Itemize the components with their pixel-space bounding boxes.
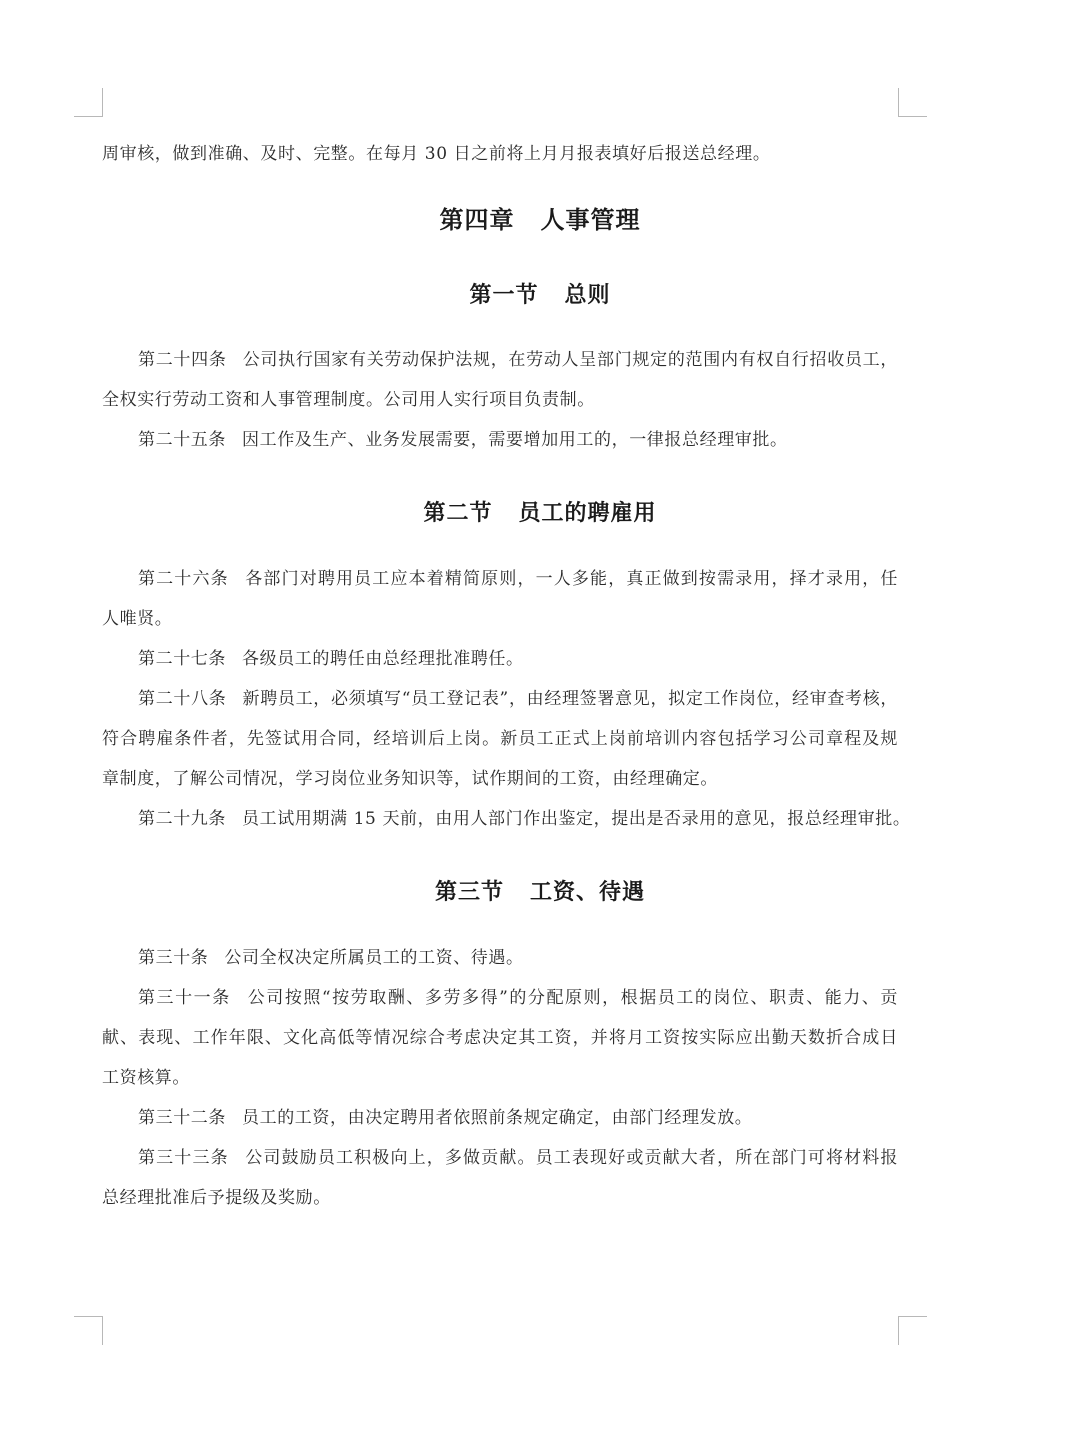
article-first-line: [138, 648, 898, 670]
section-number: 第二节: [423, 501, 493, 526]
article-label: 第二十四条: [138, 350, 227, 370]
article-first-line: [138, 568, 898, 590]
article-text: 公司全权决定所属员工的工资、待遇。: [224, 948, 524, 968]
article-label: 第二十六条: [138, 569, 229, 589]
section-heading: [0, 875, 1080, 906]
crop-mark-top-left: [74, 88, 103, 117]
chapter-heading: [0, 200, 1080, 235]
article-text: 公司执行国家有关劳动保护法规，在劳动人呈部门规定的范围内有权自行招收员工，: [242, 350, 899, 370]
article-first-line: [138, 349, 898, 371]
section-title: 总则: [564, 283, 611, 308]
article-first-line: [138, 947, 898, 969]
article-label: 第二十五条: [138, 430, 226, 450]
article-text: 员工的工资，由决定聘用者依照前条规定确定，由部门经理发放。: [242, 1108, 753, 1128]
article-text: 新聘员工，必须填写“员工登记表”，由经理签署意见，拟定工作岗位，经审查考核，: [242, 689, 899, 709]
chapter-number: 第四章: [439, 206, 515, 234]
section-heading: [0, 496, 1080, 527]
article-continuation: 符合聘雇条件者，先签试用合同，经培训后上岗。新员工正式上岗前培训内容包括学习公司章程及规: [102, 729, 898, 749]
article-text: 公司鼓励员工积极向上，多做贡献。员工表现好或贡献大者，所在部门可将材料报: [244, 1148, 898, 1168]
article-label: 第二十九条: [138, 809, 226, 829]
article-continuation: 章制度，了解公司情况，学习岗位业务知识等，试作期间的工资，由经理确定。: [102, 769, 718, 789]
article-first-line: [138, 429, 898, 451]
section-title: 工资、待遇: [530, 880, 646, 905]
section-title: 员工的聘雇用: [518, 501, 657, 526]
article-text: 公司按照“按劳取酬、多劳多得”的分配原则，根据员工的岗位、职责、能力、贡: [246, 988, 899, 1008]
article-label: 第三十三条: [138, 1148, 229, 1168]
crop-mark-top-right: [898, 88, 927, 117]
article-first-line: [138, 1147, 898, 1169]
article-text: 各级员工的聘任由总经理批准聘任。: [242, 649, 524, 669]
article-label: 第三十一条: [138, 988, 231, 1008]
article-continuation: 人唯贤。: [102, 609, 173, 629]
article-continuation: 总经理批准后予提级及奖励。: [102, 1188, 331, 1208]
article-label: 第三十二条: [138, 1108, 226, 1128]
article-text: 因工作及生产、业务发展需要，需要增加用工的，一律报总经理审批。: [242, 430, 788, 450]
crop-mark-bottom-left: [74, 1316, 103, 1345]
article-label: 第二十八条: [138, 689, 227, 709]
crop-mark-bottom-right: [898, 1316, 927, 1345]
article-continuation: 工资核算。: [102, 1068, 190, 1088]
section-heading: [0, 278, 1080, 309]
article-first-line: [138, 688, 898, 710]
article-label: 第三十条: [138, 948, 209, 968]
article-first-line: [138, 987, 898, 1009]
carry-over-text: 周审核，做到准确、及时、完整。在每月 30 日之前将上月月报表填好后报送总经理。: [102, 144, 771, 164]
chapter-title: 人事管理: [540, 206, 641, 234]
article-continuation: 全权实行劳动工资和人事管理制度。公司用人实行项目负责制。: [102, 390, 595, 410]
article-text: 各部门对聘用员工应本着精简原则，一人多能，真正做到按需录用，择才录用，任: [244, 569, 898, 589]
article-text: 员工试用期满 15 天前，由用人部门作出鉴定，提出是否录用的意见，报总经理审批。: [242, 809, 911, 829]
article-first-line: [138, 808, 911, 830]
section-number: 第一节: [469, 283, 539, 308]
article-first-line: [138, 1107, 898, 1129]
article-continuation: 献、表现、工作年限、文化高低等情况综合考虑决定其工资，并将月工资按实际应出勤天数折合成日: [102, 1028, 898, 1048]
section-number: 第三节: [434, 880, 504, 905]
article-label: 第二十七条: [138, 649, 226, 669]
